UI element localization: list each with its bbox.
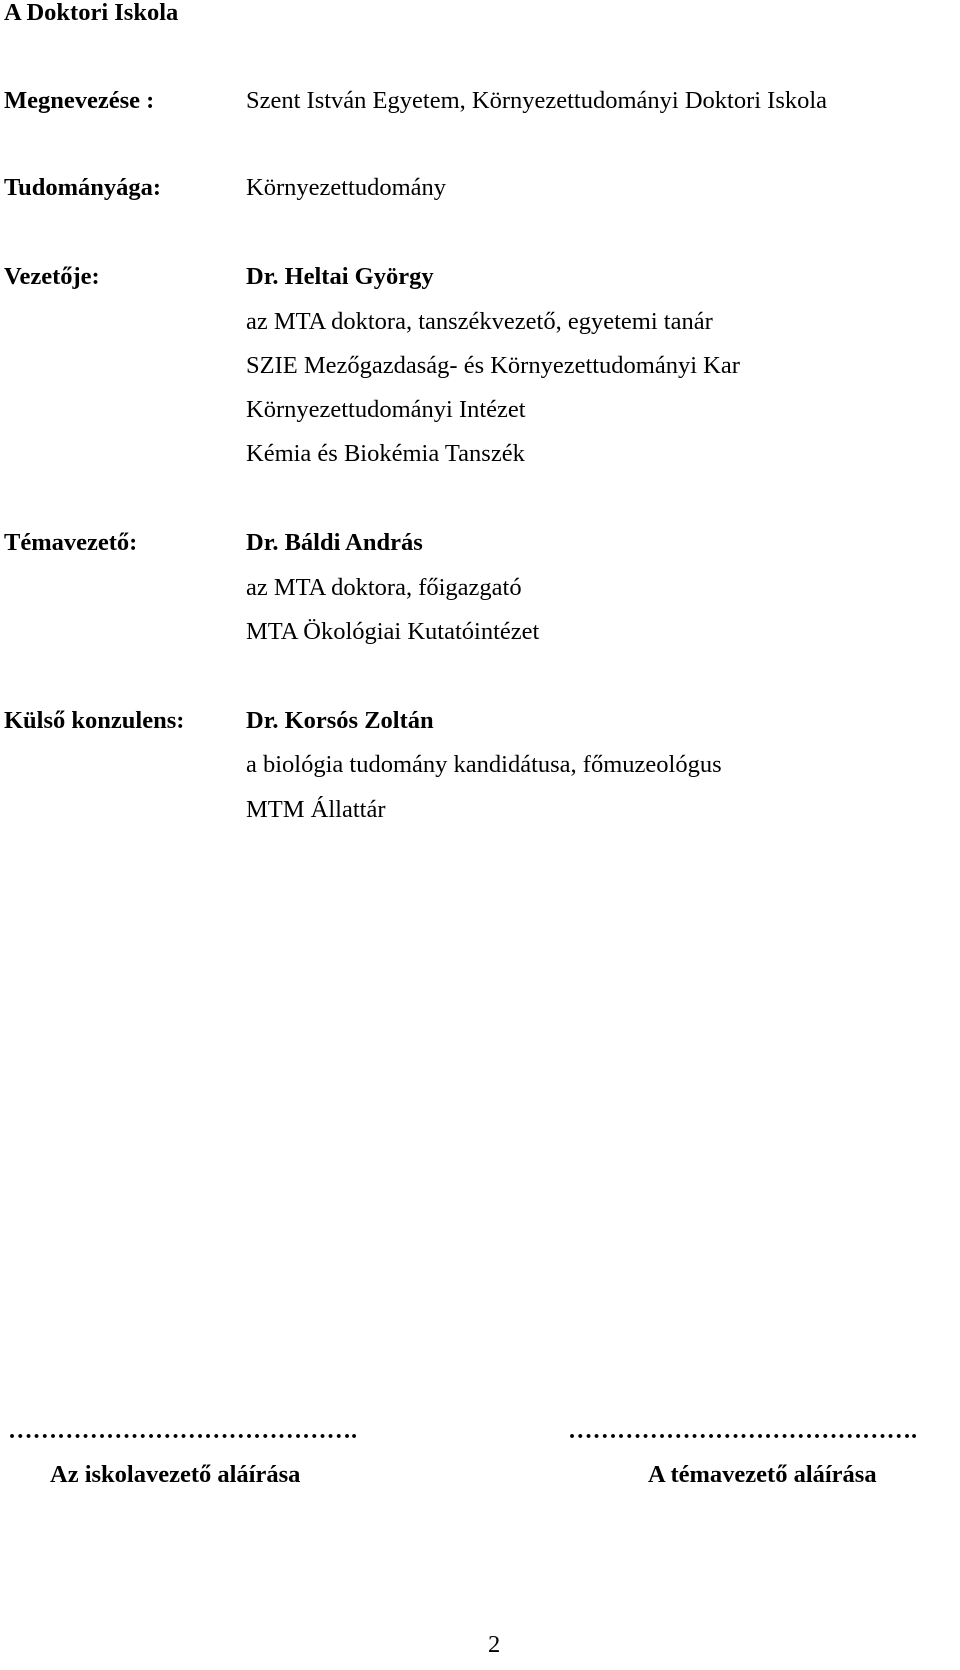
label-field: Tudományága: — [4, 174, 162, 201]
supervisor-line-1: az MTA doktora, főigazgató — [246, 574, 522, 601]
signature-line-right: ……………………………………. — [568, 1417, 918, 1444]
page-number: 2 — [488, 1631, 501, 1658]
label-name: Megnevezése : — [4, 87, 155, 114]
signature-caption-right: A témavezető aláírása — [648, 1461, 877, 1488]
consultant-line-1: a biológia tudomány kandidátusa, főmuzeológus — [246, 751, 722, 778]
supervisor-name: Dr. Báldi András — [246, 529, 423, 556]
consultant-name: Dr. Korsós Zoltán — [246, 707, 434, 734]
page-heading: A Doktori Iskola — [4, 0, 179, 26]
label-head: Vezetője: — [4, 263, 100, 290]
consultant-line-2: MTM Állattár — [246, 796, 386, 823]
head-line-4: Kémia és Biokémia Tanszék — [246, 440, 525, 467]
label-supervisor: Témavezető: — [4, 529, 138, 556]
head-name: Dr. Heltai György — [246, 263, 434, 290]
value-field: Környezettudomány — [246, 174, 447, 201]
signature-caption-left: Az iskolavezető aláírása — [50, 1461, 301, 1488]
head-line-2: SZIE Mezőgazdaság- és Környezettudományi Kar — [246, 352, 740, 379]
value-school-name: Szent István Egyetem, Környezettudományi Doktori Iskola — [246, 87, 828, 114]
supervisor-line-2: MTA Ökológiai Kutatóintézet — [246, 618, 540, 645]
head-line-3: Környezettudományi Intézet — [246, 396, 526, 423]
label-consultant: Külső konzulens: — [4, 707, 185, 734]
head-line-1: az MTA doktora, tanszékvezető, egyetemi tanár — [246, 308, 713, 335]
signature-line-left: ……………………………………. — [8, 1417, 358, 1444]
